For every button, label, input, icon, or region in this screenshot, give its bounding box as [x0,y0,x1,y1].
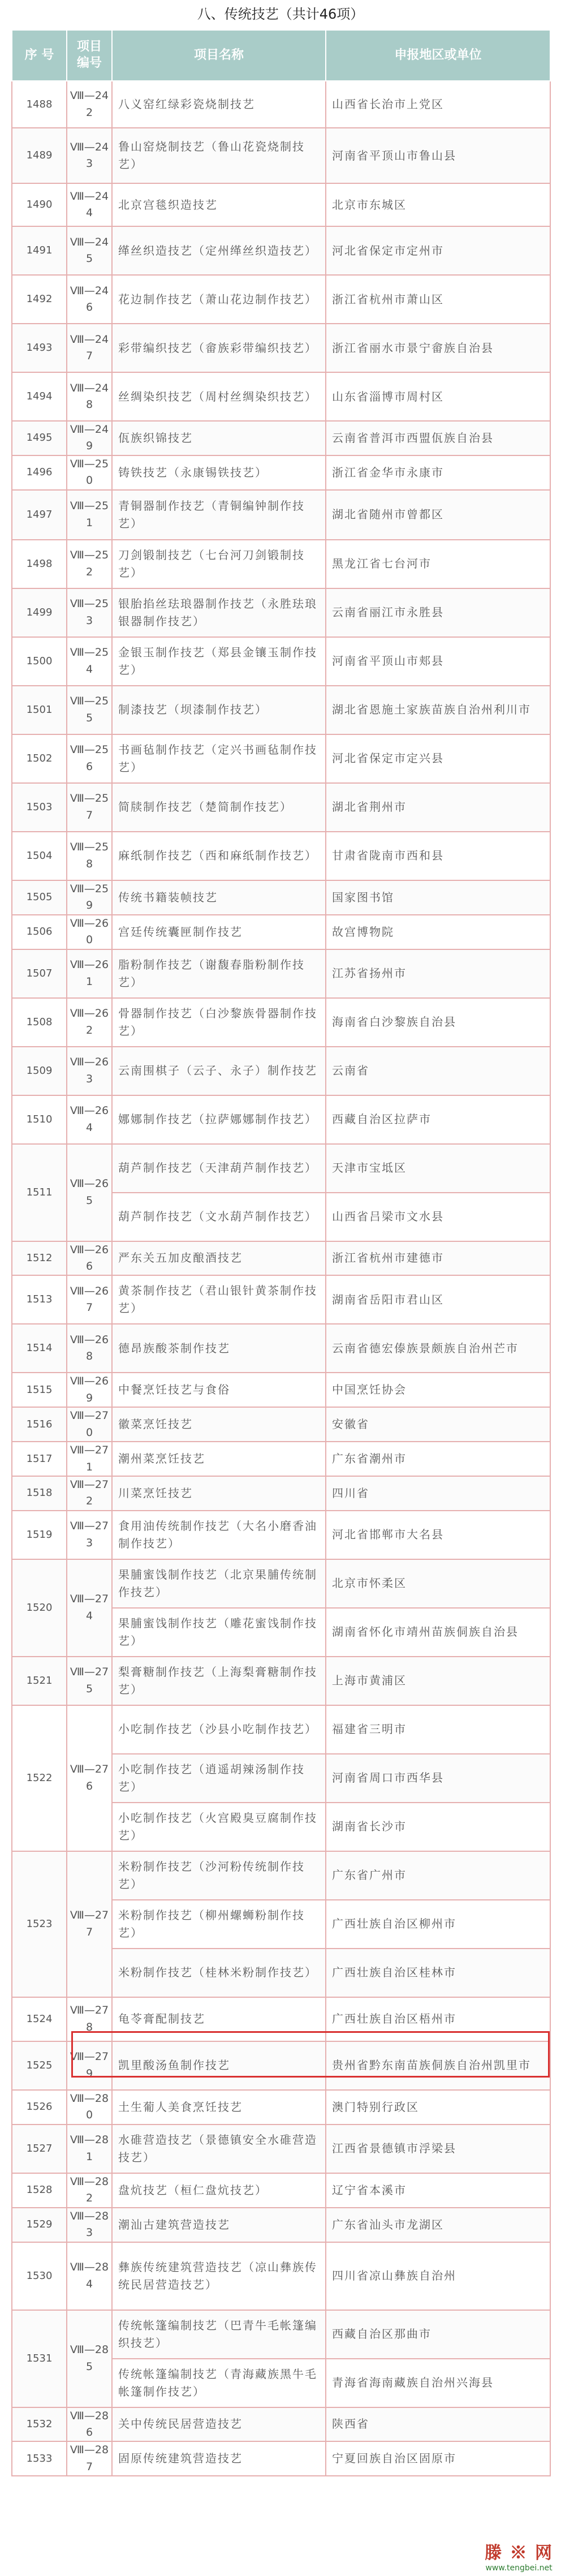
table-row [12,1657,550,1705]
table-row [12,588,550,637]
table-row [12,2090,550,2125]
cell-name: 传统帐篷编制技艺（青海藏族黑牛毛帐篷制作技艺） [112,2359,326,2407]
cell-region: 云南省 [326,1047,550,1095]
cell-seq: 1529 [12,2208,67,2242]
table-body [12,81,550,2476]
header-seq: 序 号 [12,30,67,81]
cell-code: Ⅷ—251 [67,490,112,540]
cell-region: 陕西省 [326,2407,550,2442]
cell-seq: 1503 [12,783,67,832]
table-row [12,1324,550,1373]
cell-seq: 1525 [12,2041,67,2090]
cell-name: 米粉制作技艺（柳州螺蛳粉制作技艺） [112,1900,326,1949]
table-row [12,637,550,686]
cell-seq: 1515 [12,1373,67,1407]
cell-code: Ⅷ—250 [67,455,112,490]
cell-code: Ⅷ—247 [67,324,112,372]
cell-region: 河北省保定市定州市 [326,226,550,275]
cell-region: 湖北省荆州市 [326,783,550,832]
cell-seq: 1519 [12,1511,67,1559]
cell-region: 辽宁省本溪市 [326,2173,550,2208]
cell-seq: 1510 [12,1095,67,1144]
table-row [12,1144,550,1193]
cell-code: Ⅷ—280 [67,2090,112,2125]
cell-code: Ⅷ—277 [67,1851,112,1997]
cell-name: 麻纸制作技艺（西和麻纸制作技艺） [112,832,326,880]
cell-code: Ⅷ—273 [67,1511,112,1559]
cell-region: 西藏自治区拉萨市 [326,1095,550,1144]
cell-region: 山东省淄博市周村区 [326,372,550,421]
cell-code: Ⅷ—261 [67,949,112,998]
cell-code: Ⅷ—265 [67,1144,112,1241]
cell-seq: 1513 [12,1275,67,1324]
cell-name: 小吃制作技艺（逍遥胡辣汤制作技艺） [112,1754,326,1803]
cell-name: 金银玉制作技艺（郑县金镶玉制作技艺） [112,637,326,686]
cell-name: 黄茶制作技艺（君山银针黄茶制作技艺） [112,1275,326,1324]
table-row [12,2125,550,2173]
cell-code: Ⅷ—242 [67,81,112,128]
cell-code: Ⅷ—274 [67,1559,112,1657]
cell-name: 米粉制作技艺（桂林米粉制作技艺） [112,1949,326,1997]
cell-code: Ⅷ—244 [67,183,112,226]
cell-seq: 1521 [12,1657,67,1705]
cell-seq: 1499 [12,588,67,637]
cell-seq: 1512 [12,1241,67,1276]
table-row [12,2242,550,2310]
table-row [12,1851,550,1900]
table-row [12,1997,550,2041]
cell-seq: 1526 [12,2090,67,2125]
cell-name: 德昂族酸茶制作技艺 [112,1324,326,1373]
cell-code: Ⅷ—284 [67,2242,112,2310]
cell-name: 葫芦制作技艺（文水葫芦制作技艺） [112,1193,326,1241]
table-row [12,2173,550,2208]
cell-code: Ⅷ—249 [67,421,112,455]
table-row [12,2310,550,2359]
cell-code: Ⅷ—256 [67,734,112,783]
cell-seq: 1495 [12,421,67,455]
cell-name: 米粉制作技艺（沙河粉传统制作技艺） [112,1851,326,1900]
cell-name: 凯里酸汤鱼制作技艺 [112,2041,326,2090]
cell-name: 葫芦制作技艺（天津葫芦制作技艺） [112,1144,326,1193]
cell-region: 山西省长治市上党区 [326,81,550,128]
cell-name: 潮汕古建筑营造技艺 [112,2208,326,2242]
cell-region: 国家图书馆 [326,880,550,915]
table-row [12,998,550,1047]
cell-seq: 1494 [12,372,67,421]
header-region: 申报地区或单位 [326,30,550,81]
cell-code: Ⅷ—245 [67,226,112,275]
cell-seq: 1493 [12,324,67,372]
cell-name: 梨膏糖制作技艺（上海梨膏糖制作技艺） [112,1657,326,1705]
cell-seq: 1491 [12,226,67,275]
cell-code: Ⅷ—281 [67,2125,112,2173]
cell-name: 传统书籍装帧技艺 [112,880,326,915]
cell-name: 佤族织锦技艺 [112,421,326,455]
heritage-table [11,29,551,2476]
cell-code: Ⅷ—270 [67,1407,112,1442]
cell-region: 广东省广州市 [326,1851,550,1900]
table-row [12,2441,550,2476]
cell-region: 福建省三明市 [326,1705,550,1754]
cell-name: 果脯蜜饯制作技艺（北京果脯传统制作技艺） [112,1559,326,1608]
cell-region: 浙江省金华市永康市 [326,455,550,490]
cell-region: 湖北省随州市曾都区 [326,490,550,540]
cell-code: Ⅷ—286 [67,2407,112,2442]
cell-region: 江西省景德镇市浮梁县 [326,2125,550,2173]
cell-seq: 1507 [12,949,67,998]
cell-region: 上海市黄浦区 [326,1657,550,1705]
cell-seq: 1490 [12,183,67,226]
cell-seq: 1523 [12,1851,67,1997]
cell-name: 八义窑红绿彩瓷烧制技艺 [112,81,326,128]
table-row [12,1705,550,1754]
cell-region: 广东省潮州市 [326,1442,550,1476]
table-row [12,1442,550,1476]
page-title: 八、传统技艺（共计46项） [197,6,364,22]
cell-code: Ⅷ—255 [67,686,112,734]
cell-code: Ⅷ—252 [67,540,112,588]
cell-seq: 1500 [12,637,67,686]
cell-name: 小吃制作技艺（沙县小吃制作技艺） [112,1705,326,1754]
cell-name: 传统帐篷编制技艺（巴青牛毛帐篷编织技艺） [112,2310,326,2359]
cell-region: 浙江省丽水市景宁畲族自治县 [326,324,550,372]
cell-seq: 1492 [12,275,67,324]
cell-region: 浙江省杭州市建德市 [326,1241,550,1276]
table-row [12,734,550,783]
cell-seq: 1531 [12,2310,67,2407]
cell-seq: 1528 [12,2173,67,2208]
cell-seq: 1505 [12,880,67,915]
table-row [12,81,550,128]
table-row [12,421,550,455]
table-row [12,275,550,324]
cell-region: 安徽省 [326,1407,550,1442]
cell-name: 彩带编织技艺（畲族彩带编织技艺） [112,324,326,372]
cell-name: 严东关五加皮酿酒技艺 [112,1241,326,1276]
cell-region: 天津市宝坻区 [326,1144,550,1193]
table-row [12,324,550,372]
cell-region: 中国烹饪协会 [326,1373,550,1407]
table-row [12,2208,550,2242]
cell-region: 云南省普洱市西盟佤族自治县 [326,421,550,455]
cell-region: 河南省周口市西华县 [326,1754,550,1803]
cell-region: 云南省丽江市永胜县 [326,588,550,637]
cell-region: 甘肃省陇南市西和县 [326,832,550,880]
cell-name: 土生葡人美食烹饪技艺 [112,2090,326,2125]
cell-code: Ⅷ—262 [67,998,112,1047]
table-row [12,540,550,588]
cell-name: 北京宫毯织造技艺 [112,183,326,226]
cell-seq: 1489 [12,128,67,183]
cell-region: 黑龙江省七台河市 [326,540,550,588]
cell-region: 河北省邯郸市大名县 [326,1511,550,1559]
table-row [12,490,550,540]
table-row [12,783,550,832]
cell-seq: 1511 [12,1144,67,1241]
table-row [12,1373,550,1407]
cell-name: 丝绸染织技艺（周村丝绸染织技艺） [112,372,326,421]
cell-name: 盘炕技艺（桓仁盘炕技艺） [112,2173,326,2208]
cell-seq: 1522 [12,1705,67,1851]
cell-name: 刀剑锻制技艺（七台河刀剑锻制技艺） [112,540,326,588]
cell-code: Ⅷ—253 [67,588,112,637]
cell-name: 宫廷传统囊匣制作技艺 [112,915,326,949]
cell-name: 水碓营造技艺（景德镇安全水碓营造技艺） [112,2125,326,2173]
cell-code: Ⅷ—260 [67,915,112,949]
cell-region: 故宫博物院 [326,915,550,949]
table-row [12,1275,550,1324]
cell-name: 骨器制作技艺（白沙黎族骨器制作技艺） [112,998,326,1047]
table-row [12,949,550,998]
cell-code: Ⅷ—272 [67,1476,112,1511]
cell-code: Ⅷ—282 [67,2173,112,2208]
cell-code: Ⅷ—278 [67,1997,112,2041]
cell-code: Ⅷ—254 [67,637,112,686]
table-row [12,455,550,490]
cell-seq: 1533 [12,2441,67,2476]
cell-seq: 1527 [12,2125,67,2173]
cell-seq: 1518 [12,1476,67,1511]
cell-code: Ⅷ—287 [67,2441,112,2476]
cell-region: 澳门特别行政区 [326,2090,550,2125]
cell-seq: 1488 [12,81,67,128]
cell-seq: 1517 [12,1442,67,1476]
cell-region: 贵州省黔东南苗族侗族自治州凯里市 [326,2041,550,2090]
cell-code: Ⅷ—279 [67,2041,112,2090]
cell-code: Ⅷ—276 [67,1705,112,1851]
cell-name: 小吃制作技艺（火宫殿臭豆腐制作技艺） [112,1803,326,1851]
table-row [12,686,550,734]
cell-code: Ⅷ—268 [67,1324,112,1373]
cell-region: 海南省白沙黎族自治县 [326,998,550,1047]
cell-region: 河南省平顶山市郏县 [326,637,550,686]
cell-region: 河南省平顶山市鲁山县 [326,128,550,183]
cell-region: 河北省保定市定兴县 [326,734,550,783]
table-row [12,1407,550,1442]
cell-seq: 1508 [12,998,67,1047]
cell-region: 山西省吕梁市文水县 [326,1193,550,1241]
cell-code: Ⅷ—243 [67,128,112,183]
cell-region: 西藏自治区那曲市 [326,2310,550,2359]
cell-seq: 1530 [12,2242,67,2310]
cell-code: Ⅷ—264 [67,1095,112,1144]
cell-name: 花边制作技艺（萧山花边制作技艺） [112,275,326,324]
cell-seq: 1502 [12,734,67,783]
header-code: 项目 编号 [67,30,112,81]
watermark-url: www.tengbei.net [485,2564,553,2573]
table-row [12,183,550,226]
cell-code: Ⅷ—248 [67,372,112,421]
cell-name: 龟苓膏配制技艺 [112,1997,326,2041]
cell-name: 徽菜烹饪技艺 [112,1407,326,1442]
table-row [12,1476,550,1511]
cell-name: 鲁山窑烧制技艺（鲁山花瓷烧制技艺） [112,128,326,183]
table-row [12,1095,550,1144]
table-row [12,2407,550,2442]
table-row [12,915,550,949]
cell-name: 青铜器制作技艺（青铜编钟制作技艺） [112,490,326,540]
cell-name: 中餐烹饪技艺与食俗 [112,1373,326,1407]
cell-region: 宁夏回族自治区固原市 [326,2441,550,2476]
cell-code: Ⅷ—266 [67,1241,112,1276]
table-header-row [12,30,550,81]
cell-region: 四川省 [326,1476,550,1511]
cell-code: Ⅷ—267 [67,1275,112,1324]
cell-name: 脂粉制作技艺（谢馥春脂粉制作技艺） [112,949,326,998]
table-row [12,880,550,915]
cell-seq: 1506 [12,915,67,949]
site-watermark [485,2539,553,2573]
cell-seq: 1524 [12,1997,67,2041]
table-row [12,372,550,421]
cell-region: 广西壮族自治区柳州市 [326,1900,550,1949]
cell-code: Ⅷ—263 [67,1047,112,1095]
cell-name: 关中传统民居营造技艺 [112,2407,326,2442]
cell-region: 广西壮族自治区梧州市 [326,1997,550,2041]
cell-name: 彝族传统建筑营造技艺（凉山彝族传统民居营造技艺） [112,2242,326,2310]
cell-region: 青海省海南藏族自治州兴海县 [326,2359,550,2407]
cell-code: Ⅷ—259 [67,880,112,915]
cell-code: Ⅷ—283 [67,2208,112,2242]
table-row [12,128,550,183]
cell-region: 湖南省怀化市靖州苗族侗族自治县 [326,1608,550,1657]
header-name: 项目名称 [112,30,326,81]
table-row [12,832,550,880]
cell-seq: 1509 [12,1047,67,1095]
cell-code: Ⅷ—275 [67,1657,112,1705]
cell-seq: 1532 [12,2407,67,2442]
cell-name: 娜娜制作技艺（拉萨娜娜制作技艺） [112,1095,326,1144]
cell-name: 食用油传统制作技艺（大名小磨香油制作技艺） [112,1511,326,1559]
cell-code: Ⅷ—258 [67,832,112,880]
table-row [12,1511,550,1559]
cell-name: 银胎掐丝珐琅器制作技艺（永胜珐琅银器制作技艺） [112,588,326,637]
table-row [12,226,550,275]
cell-seq: 1514 [12,1324,67,1373]
cell-code: Ⅷ—269 [67,1373,112,1407]
cell-name: 书画毡制作技艺（定兴书画毡制作技艺） [112,734,326,783]
cell-region: 广东省汕头市龙湖区 [326,2208,550,2242]
cell-region: 江苏省扬州市 [326,949,550,998]
cell-seq: 1497 [12,490,67,540]
cell-code: Ⅷ—257 [67,783,112,832]
watermark-name: 滕 ※ 网 [485,2543,553,2563]
table-row [12,1047,550,1095]
cell-name: 云南围棋子（云子、永子）制作技艺 [112,1047,326,1095]
cell-name: 固原传统建筑营造技艺 [112,2441,326,2476]
cell-code: Ⅷ—285 [67,2310,112,2407]
cell-seq: 1520 [12,1559,67,1657]
cell-seq: 1496 [12,455,67,490]
cell-region: 北京市东城区 [326,183,550,226]
table-row [12,1559,550,1608]
cell-region: 广西壮族自治区桂林市 [326,1949,550,1997]
cell-name: 铸铁技艺（永康锡铁技艺） [112,455,326,490]
cell-region: 云南省德宏傣族景颇族自治州芒市 [326,1324,550,1373]
cell-code: Ⅷ—246 [67,275,112,324]
cell-region: 浙江省杭州市萧山区 [326,275,550,324]
cell-name: 简牍制作技艺（楚简制作技艺） [112,783,326,832]
cell-name: 潮州菜烹饪技艺 [112,1442,326,1476]
cell-name: 制漆技艺（坝漆制作技艺） [112,686,326,734]
cell-name: 川菜烹饪技艺 [112,1476,326,1511]
cell-name: 缂丝织造技艺（定州缂丝织造技艺） [112,226,326,275]
cell-region: 湖北省恩施土家族苗族自治州利川市 [326,686,550,734]
cell-name: 果脯蜜饯制作技艺（雕花蜜饯制作技艺） [112,1608,326,1657]
cell-seq: 1498 [12,540,67,588]
cell-region: 四川省凉山彝族自治州 [326,2242,550,2310]
table-row [12,2041,550,2090]
cell-code: Ⅷ—271 [67,1442,112,1476]
table-row [12,1241,550,1276]
cell-seq: 1516 [12,1407,67,1442]
cell-region: 湖南省岳阳市君山区 [326,1275,550,1324]
cell-seq: 1504 [12,832,67,880]
cell-region: 湖南省长沙市 [326,1803,550,1851]
cell-seq: 1501 [12,686,67,734]
cell-region: 北京市怀柔区 [326,1559,550,1608]
